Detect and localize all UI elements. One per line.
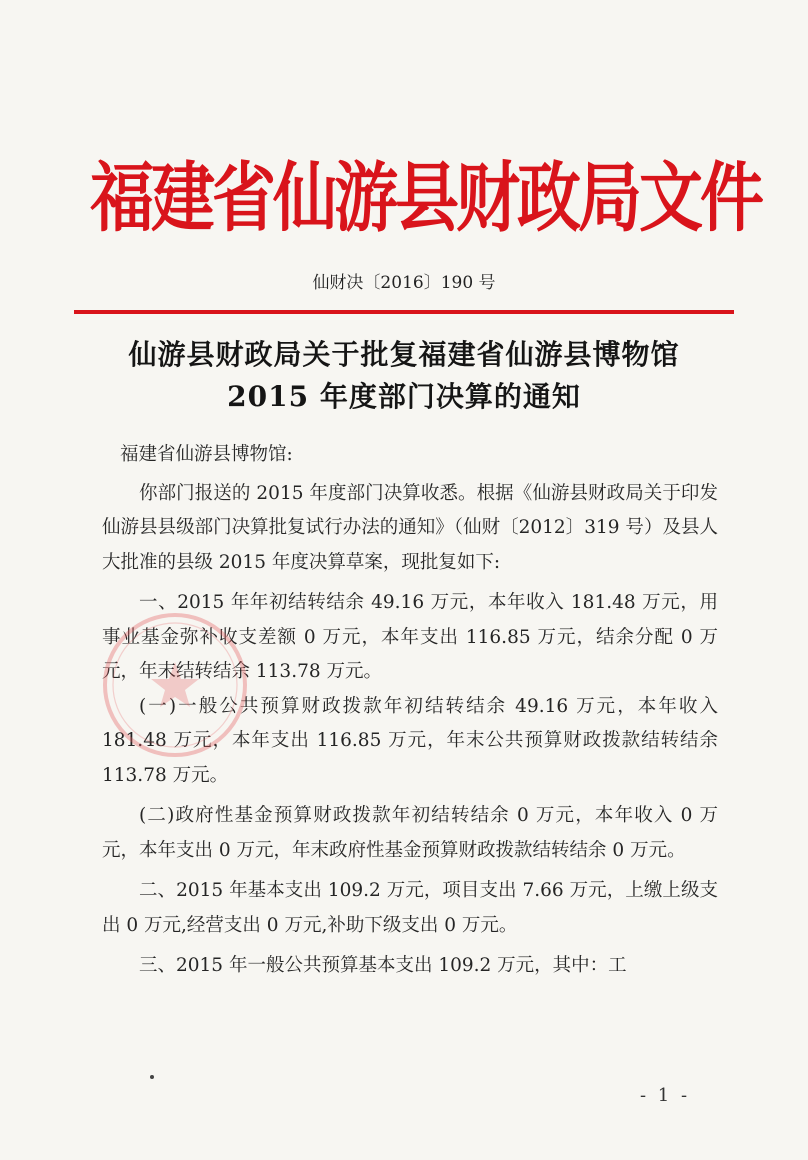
document-number: 仙财决〔2016〕190 号: [312, 273, 496, 293]
body-paragraph: 你部门报送的 2015 年度部门决算收悉。根据《仙游县财政局关于印发仙游县县级部门决算批复试行办法的通知》（仙财〔2012〕319 号）及县人大批准的县级 2015 年度决算草案，现批复如下:: [102, 482, 718, 573]
page-number: - 1 -: [640, 1085, 691, 1106]
body-paragraph: 三、2015 年一般公共预算基本支出 109.2 万元，其中：工: [139, 955, 627, 976]
notice-body: [102, 438, 718, 984]
red-divider-line: [74, 310, 734, 314]
notice-title-line-2: 2015 年度部门决算的通知: [227, 380, 581, 413]
body-paragraph: 二、2015 年基本支出 109.2 万元，项目支出 7.66 万元，上缴上级支出 0 万元,经营支出 0 万元,补助下级支出 0 万元。: [102, 880, 718, 936]
scan-speck: [150, 1075, 154, 1079]
salutation: 福建省仙游县博物馆:: [120, 444, 293, 465]
body-paragraph: (一)一般公共预算财政拨款年初结转结余 49.16 万元，本年收入 181.48 万元，本年支出 116.85 万元，年末公共预算财政拨款结转结余 113.78 万元。: [102, 695, 718, 786]
document-header-title: 福建省仙游县财政局文件: [90, 154, 761, 244]
body-paragraph: 一、2015 年年初结转结余 49.16 万元，本年收入 181.48 万元，用事业基金弥补收支差额 0 万元，本年支出 116.85 万元，结余分配 0 万元，年末结转结余 113.78 万元。: [102, 592, 718, 682]
body-paragraph: (二)政府性基金预算财政拨款年初结转结余 0 万元，本年收入 0 万元，本年支出 0 万元，年末政府性基金预算财政拨款结转结余 0 万元。: [102, 805, 718, 861]
notice-title-line-1: 仙游县财政局关于批复福建省仙游县博物馆: [128, 338, 680, 371]
